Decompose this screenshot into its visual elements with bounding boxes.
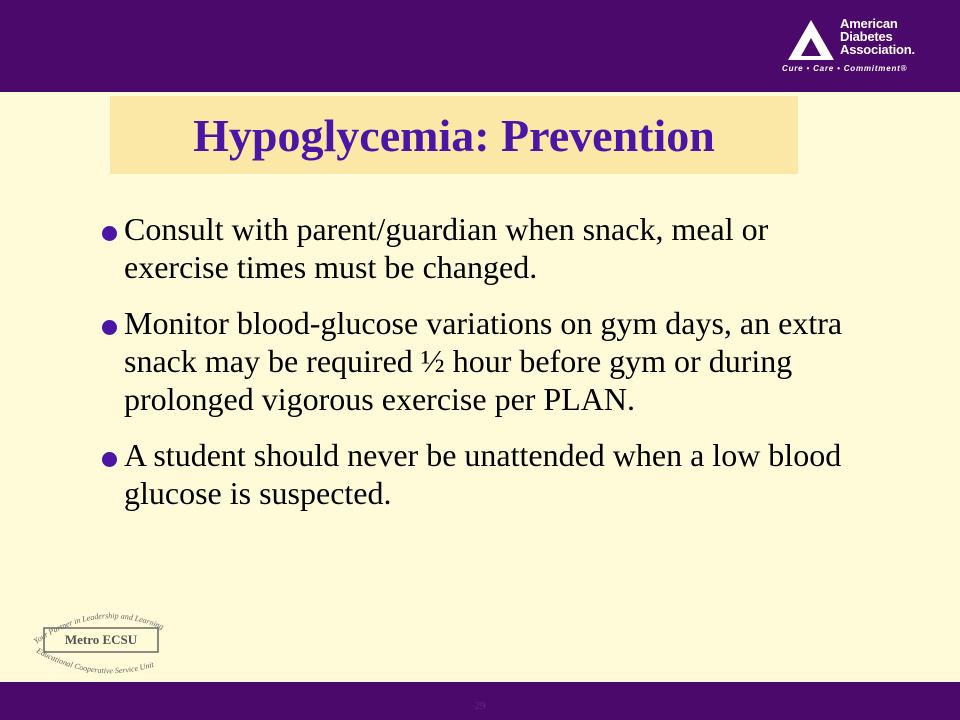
bullet-item: [100, 304, 880, 418]
bullet-dot-icon: [102, 320, 117, 335]
bullet-item: [100, 210, 880, 286]
ada-org-name: [840, 17, 915, 56]
metro-ecsu-text: Metro ECSU: [64, 632, 138, 647]
slide-title: Hypoglycemia: Prevention: [193, 110, 715, 161]
ada-tagline: Cure • Care • Commitment®: [782, 64, 908, 73]
bullet-text: Consult with parent/guardian when snack, meal or exercise times must be changed.: [124, 211, 769, 285]
ada-org-name-line: Diabetes: [840, 29, 893, 44]
svg-text:Educational Cooperative Servic: [34, 645, 155, 675]
metro-arc-bottom-text: Educational Cooperative Service Unit: [35, 645, 155, 676]
bullet-item: [100, 436, 880, 512]
metro-arc-top-text: Your Partner in Leadership and Learning: [32, 611, 165, 646]
ada-org-name-line: American: [840, 16, 898, 31]
bullet-list: [100, 210, 880, 530]
ada-logo: [782, 14, 942, 80]
ada-org-name-line: Association.: [840, 42, 915, 57]
page-number: 29: [474, 700, 486, 712]
bullet-dot-icon: [102, 226, 117, 241]
ada-triangle-logo-icon: [786, 18, 836, 62]
bullet-dot-icon: [102, 452, 117, 467]
bullet-text: Monitor blood-glucose variations on gym days, an extra snack may be required ½ hour before gym or during prolonged vigorous exercise per PLAN.: [124, 305, 843, 417]
bullet-text: A student should never be unattended when a low blood glucose is suspected.: [124, 437, 842, 511]
